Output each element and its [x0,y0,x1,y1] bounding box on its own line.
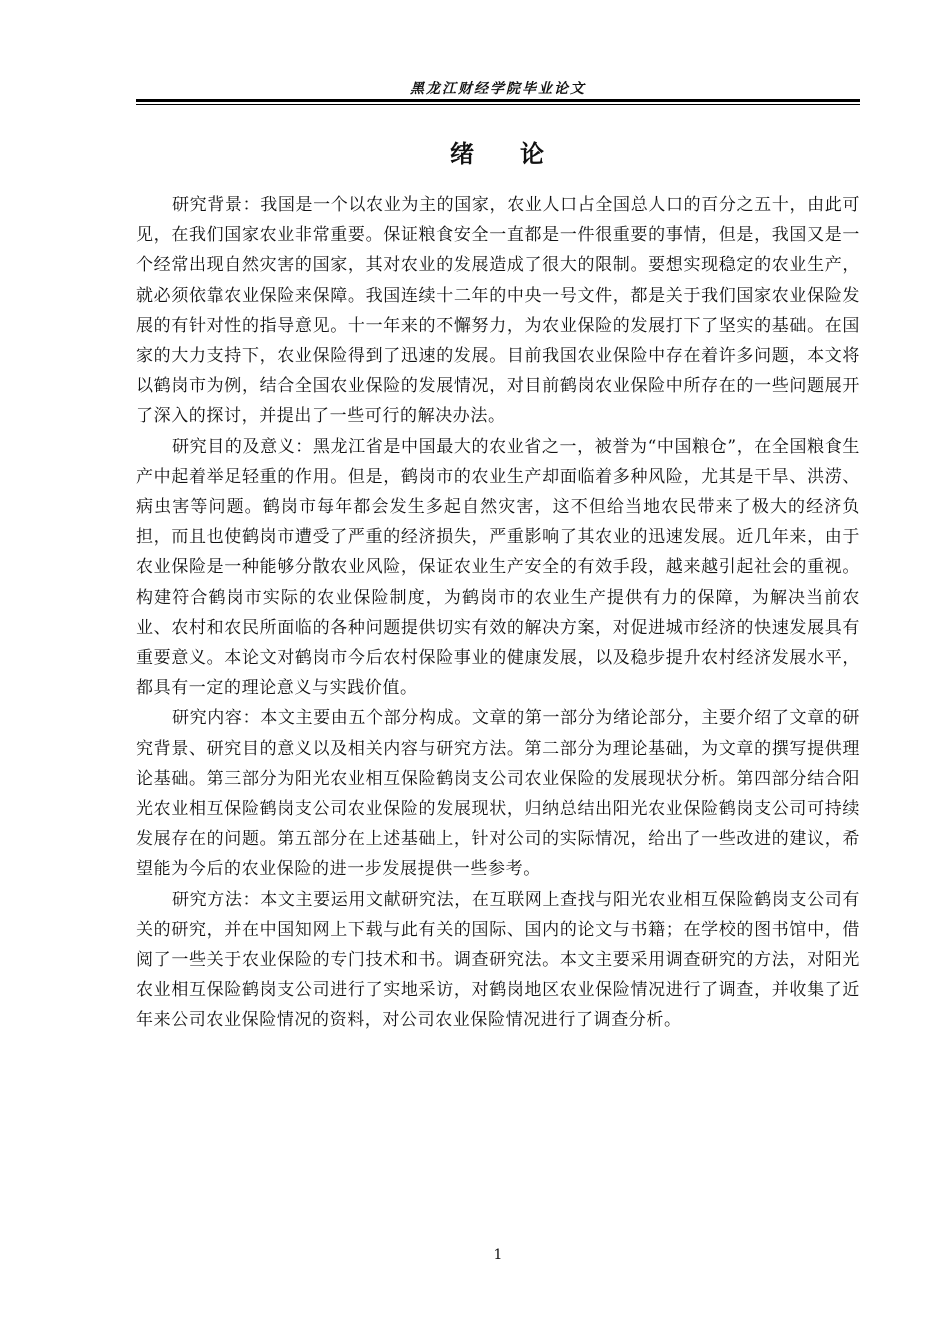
paragraph-research-background: 研究背景：我国是一个以农业为主的国家，农业人口占全国总人口的百分之五十，由此可见，在我们国家农业非常重要。保证粮食安全一直都是一件很重要的事情，但是，我国又是一个经常出现自然灾害的国家，其对农业的发展造成了很大的限制。要想实现稳定的农业生产，就必须依靠农业保险来保障。我国连续十二年的中央一号文件，都是关于我们国家农业保险发展的有针对性的指导意见。十一年来的不懈努力，为农业保险的发展打下了坚实的基础。在国家的大力支持下，农业保险得到了迅速的发展。目前我国农业保险中存在着许多问题，本文将以鹤岗市为例，结合全国农业保险的发展情况，对目前鹤岗农业保险中所存在的一些问题展开了深入的探讨，并提出了一些可行的解决办法。 [136,195,860,427]
page-number: 1 [493,1247,503,1263]
body-text [136,190,860,1036]
chapter-title [136,138,860,170]
chapter-title-char-2: 论 [520,140,546,168]
paragraph-research-purpose: 研究目的及意义：黑龙江省是中国最大的农业省之一，被誉为“中国粮仓”，在全国粮食生产中起着举足轻重的作用。但是，鹤岗市的农业生产却面临着多种风险，尤其是干旱、洪涝、病虫害等问题。鹤岗市每年都会发生多起自然灾害，这不但给当地农民带来了极大的经济负担，而且也使鹤岗市遭受了严重的经济损失，严重影响了其农业的迅速发展。近几年来，由于农业保险是一种能够分散农业风险，保证农业生产安全的有效手段，越来越引起社会的重视。构建符合鹤岗市实际的农业保险制度，为鹤岗市的农业生产提供有力的保障，为解决当前农业、农村和农民所面临的各种问题提供切实有效的解决方案，对促进城市经济的快速发展具有重要意义。本论文对鹤岗市今后农村保险事业的健康发展，以及稳步提升农村经济发展水平，都具有一定的理论意义与实践价值。 [136,436,860,699]
paragraph-research-method: 研究方法：本文主要运用文献研究法，在互联网上查找与阳光农业相互保险鹤岗支公司有关的研究，并在中国知网上下载与此有关的国际、国内的论文与书籍；在学校的图书馆中，借阅了一些关于农业保险的专门技术和书。调查研究法。本文主要采用调查研究的方法，对阳光农业相互保险鹤岗支公司进行了实地采访，对鹤岗地区农业保险情况进行了调查，并收集了近年来公司农业保险情况的资料，对公司农业保险情况进行了调查分析。 [136,889,860,1031]
header-rule-thin [136,104,860,105]
running-header-title: 黑龙江财经学院毕业论文 [410,81,586,97]
header-rule-thick [136,99,860,102]
chapter-title-char-1: 绪 [450,140,476,168]
paragraph-research-content: 研究内容：本文主要由五个部分构成。文章的第一部分为绪论部分，主要介绍了文章的研究背景、研究目的意义以及相关内容与研究方法。第二部分为理论基础，为文章的撰写提供理论基础。第三部分为阳光农业相互保险鹤岗支公司农业保险的发展现状分析。第四部分结合阳光农业相互保险鹤岗支公司农业保险的发展现状，归纳总结出阳光农业保险鹤岗支公司可持续发展存在的问题。第五部分在上述基础上，针对公司的实际情况，给出了一些改进的建议，希望能为今后的农业保险的进一步发展提供一些参考。 [136,708,860,880]
